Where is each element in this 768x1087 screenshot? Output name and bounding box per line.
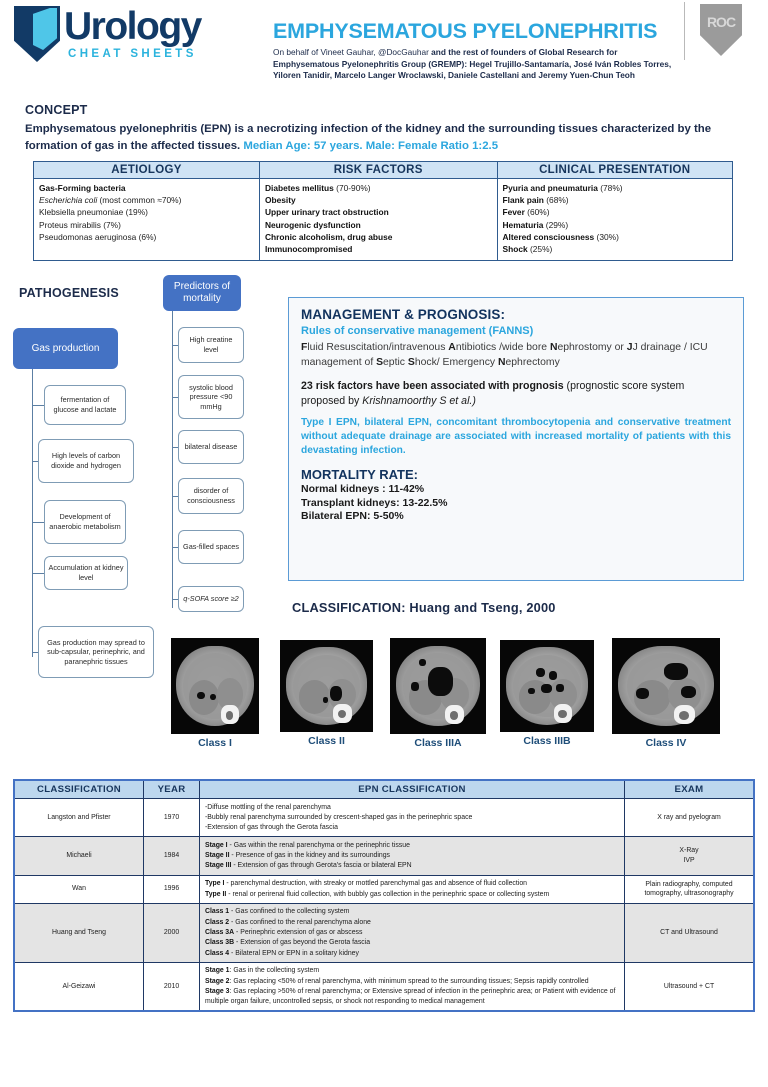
classification-line: Class 2 - Gas confined to the renal parenchyma alone	[205, 918, 371, 926]
classification-line: Type I - parenchymal destruction, with streaky or mottled parenchymal gas and absence of fluid collection	[205, 880, 527, 888]
pathogenesis-step: Development of anaerobic metabolism	[44, 500, 126, 544]
flow-connector	[32, 405, 44, 406]
list-item: Neurogenic dysfunction	[264, 219, 361, 230]
byline-bold: and the rest of founders of Global Research for Emphysematous Pyelonephritis Group (GREMP): Hegel Trujillo-Santamaría, José Iván Robles Torres, Yiloren Tanidir, Marcelo Langer Wroclawski, Daniele Castellani and Jeremy Yuen-Chun Teoh	[273, 47, 672, 81]
pathogenesis-step: High levels of carbon dioxide and hydrogen	[38, 439, 134, 483]
cell-year: 2010	[144, 962, 200, 1011]
list-item: Gas-Forming bacteria	[39, 183, 126, 193]
flow-connector	[32, 522, 44, 523]
cell-risk-factors	[259, 179, 497, 261]
cell-year: 2000	[144, 903, 200, 962]
ct-scan-image	[500, 640, 594, 747]
predictors-heading: Predictors of mortality	[163, 275, 241, 311]
flow-connector	[32, 461, 38, 462]
classification-line: Type II - renal or perirenal fluid collection, with bubbly gas collection in the perinephric space or collecting system	[205, 890, 550, 898]
col-header-exam: EXAM	[625, 780, 755, 799]
classification-sublabel: Huang and Tseng, 2000	[405, 600, 556, 615]
cell-classification: Langston and Pfister	[14, 799, 144, 837]
byline	[273, 47, 678, 82]
exam-line: Ultrasound + CT	[663, 982, 715, 990]
col-header-classification: CLASSIFICATION	[14, 780, 144, 799]
col-header-clinical: CLINICAL PRESENTATION	[497, 162, 733, 179]
concept-highlight: Median Age: 57 years. Male: Female Ratio 1:2.5	[243, 139, 499, 152]
concept-main: Emphysematous pyelonephritis (EPN) is a necrotizing infection of the kidney and the surrounding tissues characterized by the formation of gas in the affected tissues.	[25, 123, 712, 152]
classification-line: Stage III - Extension of gas through Gerota's fascia or bilateral EPN	[205, 862, 412, 870]
cell-aetiology	[34, 179, 260, 261]
shield-icon	[14, 6, 60, 62]
list-item: Pyuria and pneumaturia (78%)	[502, 183, 623, 193]
cell-exam	[625, 962, 755, 1011]
classification-line: -Extension of gas through the Gerota fascia	[205, 824, 338, 832]
classification-images-heading	[292, 600, 556, 615]
exam-line: X-Ray	[679, 847, 699, 855]
cell-clinical	[497, 179, 733, 261]
ct-image-label: Class IIIB	[523, 735, 571, 747]
list-item: Fever (60%)	[502, 207, 550, 218]
list-item: Pseudomonas aeruginosa (6%)	[39, 231, 157, 242]
cell-year: 1996	[144, 875, 200, 903]
ct-scan-image	[390, 638, 486, 749]
flow-connector	[172, 397, 178, 398]
mortality-rate-line: Transplant kidneys: 13-22.5%	[301, 496, 448, 509]
management-heading: MANAGEMENT & PROGNOSIS:	[301, 307, 506, 322]
cell-epn-classification	[200, 903, 625, 962]
flow-connector	[172, 547, 178, 548]
mortality-predictor: disorder of consciousness	[178, 478, 244, 514]
col-header-aetiology: AETIOLOGY	[34, 162, 260, 179]
exam-line: IVP	[683, 857, 695, 865]
pathogenesis-step: Accumulation at kidney level	[44, 556, 128, 590]
flow-connector	[32, 573, 44, 574]
mortality-rate-line: Normal kidneys : 11-42%	[301, 483, 425, 495]
mortality-heading: MORTALITY RATE:	[301, 467, 418, 482]
classification-table	[13, 779, 755, 1012]
classification-line: Stage 2: Gas replacing <50% of renal parenchyma, with minimum spread to the surrounding tissues; Sepsis rapidly controlled	[205, 977, 589, 985]
list-item: Diabetes mellitus (70-90%)	[264, 183, 371, 193]
list-item: Shock (25%)	[502, 244, 553, 255]
cell-classification: Michaeli	[14, 837, 144, 875]
risk-rest: (prognostic score system proposed by	[301, 380, 685, 407]
cell-epn-classification	[200, 875, 625, 903]
ct-image-label: Class II	[308, 735, 345, 747]
management-rules-title: Rules of conservative management (FANNS)	[301, 325, 534, 337]
concept-text	[25, 121, 745, 154]
predictors-spine	[172, 311, 173, 608]
classification-line: Stage 3: Gas replacing >50% of renal parenchyma; or Extensive spread of infection in the perinephric area; or Patient with evidence of multiple organ failure, uncontrolled sepsis, or shock not responding to medical management	[205, 987, 616, 1005]
ct-scan-image	[612, 638, 720, 749]
classification-line: Class 3B - Extension of gas beyond the Gerota fascia	[205, 939, 371, 947]
concept-heading: CONCEPT	[25, 103, 88, 117]
flow-root-gas-production: Gas production	[13, 328, 118, 369]
table-row	[14, 837, 754, 875]
table-row	[14, 799, 754, 837]
col-header-risk-factors: RISK FACTORS	[259, 162, 497, 179]
cell-exam	[625, 903, 755, 962]
list-item: Obesity	[264, 195, 296, 206]
classification-line: Stage II - Presence of gas in the kidney and its surroundings	[205, 852, 391, 860]
cell-classification: Wan	[14, 875, 144, 903]
table-row	[14, 875, 754, 903]
cell-exam	[625, 799, 755, 837]
classification-label: CLASSIFICATION:	[292, 600, 406, 615]
logo-wordmark: Urology	[64, 5, 201, 48]
byline-plain: On behalf of Vineet Gauhar, @DocGauhar	[273, 47, 432, 57]
roc-logo	[700, 4, 742, 56]
roc-logo-text: ROC	[706, 14, 736, 30]
classification-line: -Diffuse mottling of the renal parenchyma	[205, 803, 331, 811]
flow-connector	[172, 496, 178, 497]
mortality-rate-line: Bilateral EPN: 5-50%	[301, 510, 404, 523]
exam-line: Plain radiography, computed tomography, ultrasonography	[644, 880, 734, 898]
mortality-predictor: q-SOFA score ≥2	[178, 586, 244, 612]
col-header-year: YEAR	[144, 780, 200, 799]
cell-exam	[625, 875, 755, 903]
col-header-epn-classification: EPN CLASSIFICATION	[200, 780, 625, 799]
list-item: Hematuria (29%)	[502, 219, 569, 230]
classification-line: -Bubbly renal parenchyma surrounded by crescent-shaped gas in the perinephric space	[205, 813, 473, 821]
classification-line: Class 3A - Perinephric extension of gas or abscess	[205, 928, 363, 936]
management-fanns-text: Fluid Resuscitation/intravenous Antibiotics /wide bore Nephrostomy or JJ drainage / ICU management of Septic Shock/ Emergency Nephrectomy	[301, 342, 708, 368]
cell-classification: Huang and Tseng	[14, 903, 144, 962]
list-item: Proteus mirabilis (7%)	[39, 219, 121, 230]
logo-subtitle: CHEAT SHEETS	[68, 48, 197, 60]
ct-scan-image	[280, 640, 373, 747]
flow-spine	[32, 369, 33, 657]
list-item: Flank pain (68%)	[502, 195, 569, 206]
list-item: Upper urinary tract obstruction	[264, 207, 389, 218]
table-row	[14, 962, 754, 1011]
risk-citation: Krishnamoorthy S et al.)	[362, 394, 476, 407]
flow-connector	[172, 599, 178, 600]
urology-cheat-sheets-logo	[14, 6, 254, 64]
classification-line: Class 4 - Bilateral EPN or EPN in a solitary kidney	[205, 949, 359, 957]
cell-exam	[625, 837, 755, 875]
cell-epn-classification	[200, 799, 625, 837]
cell-year: 1984	[144, 837, 200, 875]
ct-image-label: Class IIIA	[414, 737, 462, 749]
overview-table	[33, 161, 733, 261]
list-item: Altered consciousness (30%)	[502, 231, 619, 242]
flow-connector	[32, 652, 38, 653]
list-item: Chronic alcoholism, drug abuse	[264, 231, 393, 242]
header-divider	[684, 2, 685, 60]
mortality-predictor: bilateral disease	[178, 430, 244, 464]
classification-line: Class 1 - Gas confined to the collecting system	[205, 908, 350, 916]
pathogenesis-heading: PATHOGENESIS	[19, 286, 119, 300]
list-item: Immunocompromised	[264, 244, 353, 255]
ct-scan-image	[171, 638, 259, 749]
list-item: Klebsiella pneumoniae (19%)	[39, 207, 148, 218]
exam-line: X ray and pyelogram	[657, 813, 721, 821]
flow-connector	[172, 345, 178, 346]
cell-epn-classification	[200, 837, 625, 875]
classification-line: Stage I - Gas within the renal parenchyma or the perinephric tissue	[205, 841, 410, 849]
cell-epn-classification	[200, 962, 625, 1011]
pathogenesis-step: Gas production may spread to sub-capsular, perinephric, and paranephric tissues	[38, 626, 154, 678]
ct-image-label: Class I	[198, 737, 232, 749]
cell-year: 1970	[144, 799, 200, 837]
management-risk-text	[301, 379, 731, 408]
list-item: Escherichia coli (most common ≈70%)	[39, 195, 182, 206]
pathogenesis-step: fermentation of glucose and lactate	[44, 385, 126, 425]
flow-connector	[172, 447, 178, 448]
cell-classification: Al-Geizawi	[14, 962, 144, 1011]
mortality-predictor: High creatine level	[178, 327, 244, 363]
table-row	[14, 903, 754, 962]
mortality-predictor: systolic blood pressure <90 mmHg	[178, 375, 244, 419]
mortality-predictor: Gas-filled spaces	[178, 530, 244, 564]
exam-line: CT and Ultrasound	[660, 928, 718, 936]
classification-line: Stage 1: Gas in the collecting system	[205, 967, 320, 975]
ct-image-label: Class IV	[645, 737, 687, 749]
management-type1-text: Type I EPN, bilateral EPN, concomitant thrombocytopenia and conservative treatment without adequate drainage are associated with increased mortality of patients with this devastating infection.	[301, 417, 731, 456]
poster-header	[0, 0, 768, 98]
page-title: EMPHYSEMATOUS PYELONEPHRITIS	[273, 19, 658, 43]
management-panel	[288, 297, 744, 581]
risk-bold: 23 risk factors have been associated with prognosis	[301, 380, 564, 392]
